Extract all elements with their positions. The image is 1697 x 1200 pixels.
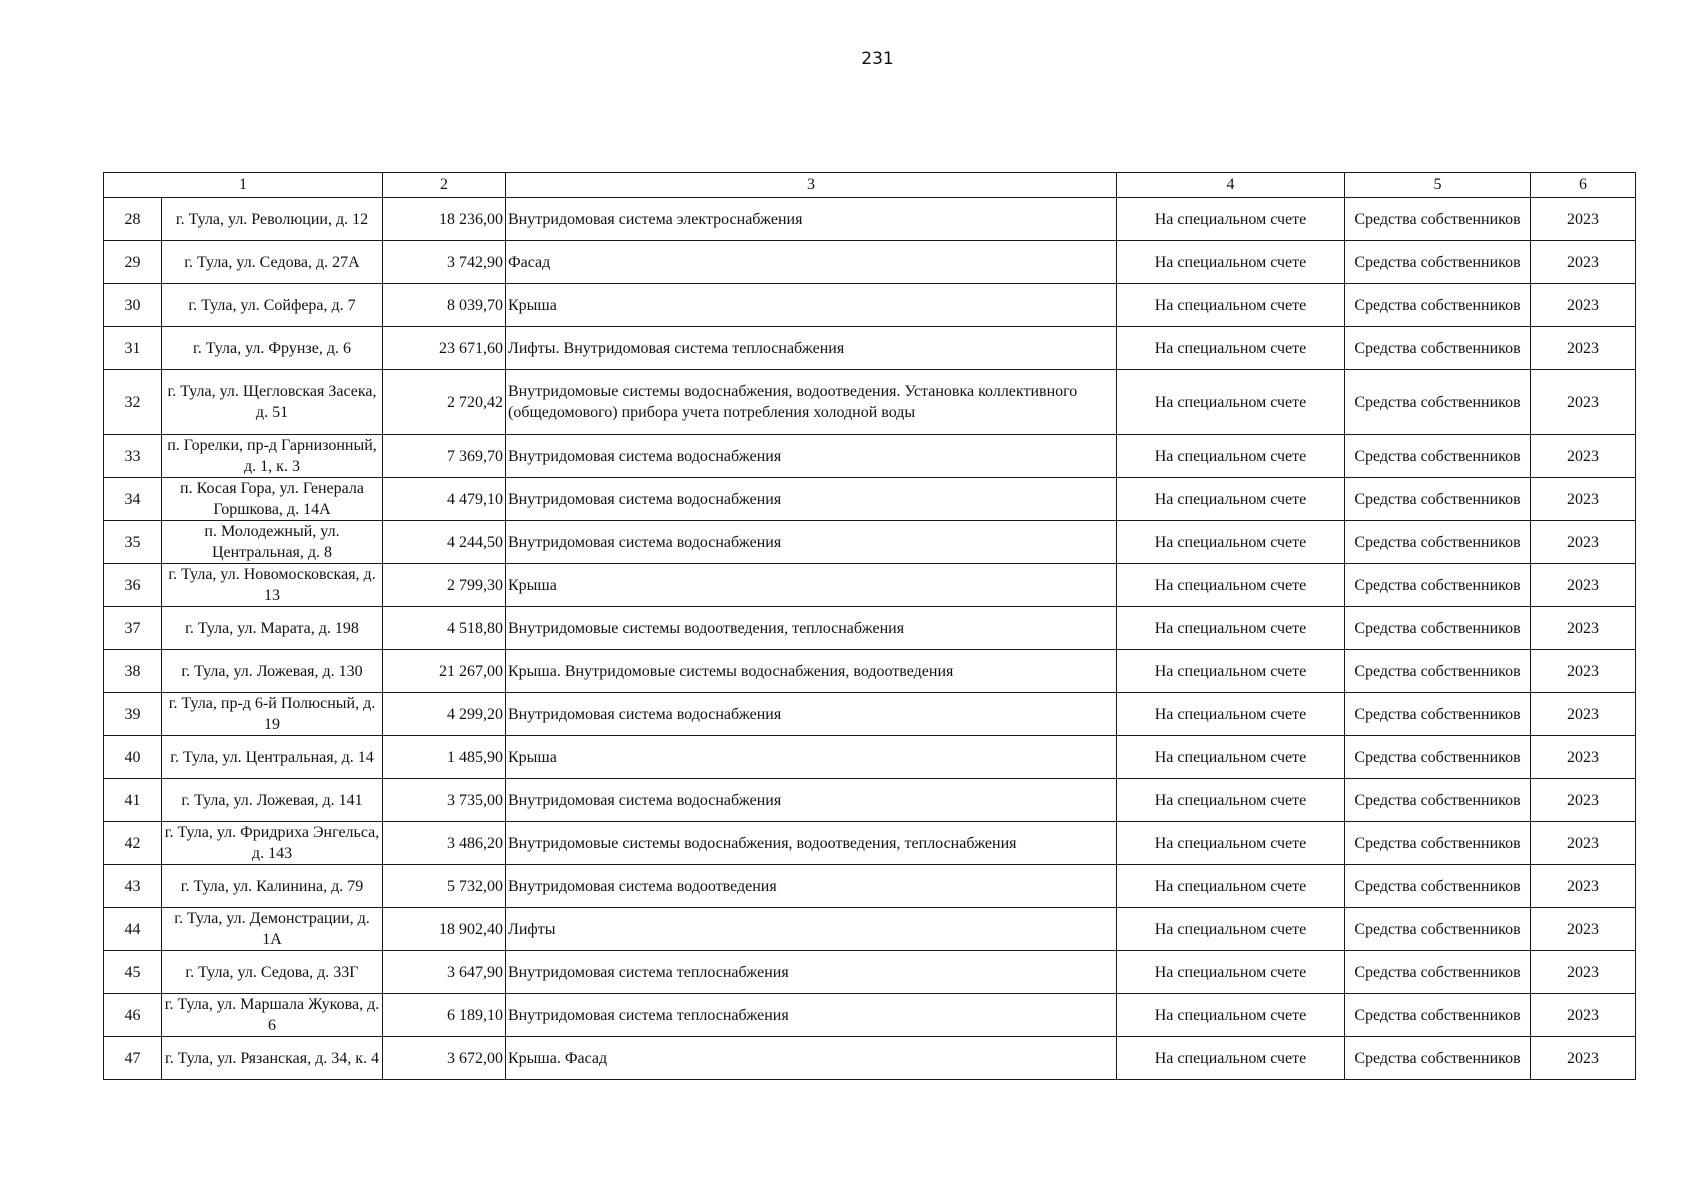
table-row	[104, 650, 1636, 693]
cost-cell: 2 720,42	[383, 370, 506, 435]
cost-cell: 4 479,10	[383, 478, 506, 521]
table-row	[104, 370, 1636, 435]
address-cell: г. Тула, ул. Марата, д. 198	[162, 607, 383, 650]
header-col-2: 2	[383, 173, 506, 198]
address-cell: г. Тула, ул. Сойфера, д. 7	[162, 284, 383, 327]
address-cell: г. Тула, ул. Демонстрации, д. 1А	[162, 908, 383, 951]
work-type-cell: Крыша	[506, 564, 1117, 607]
funding-source-cell: Средства собственников	[1345, 779, 1531, 822]
cost-cell: 5 732,00	[383, 865, 506, 908]
cost-cell: 3 486,20	[383, 822, 506, 865]
year-cell: 2023	[1531, 478, 1636, 521]
work-type-cell: Внутридомовая система теплоснабжения	[506, 994, 1117, 1037]
cost-cell: 4 244,50	[383, 521, 506, 564]
table-row	[104, 241, 1636, 284]
row-number: 37	[104, 607, 162, 650]
account-method-cell: На специальном счете	[1117, 198, 1345, 241]
table-row	[104, 951, 1636, 994]
funding-source-cell: Средства собственников	[1345, 327, 1531, 370]
funding-source-cell: Средства собственников	[1345, 284, 1531, 327]
work-type-cell: Лифты	[506, 908, 1117, 951]
year-cell: 2023	[1531, 779, 1636, 822]
table-row	[104, 478, 1636, 521]
work-type-cell: Фасад	[506, 241, 1117, 284]
account-method-cell: На специальном счете	[1117, 327, 1345, 370]
row-number: 36	[104, 564, 162, 607]
document-table-container	[103, 172, 1636, 1080]
table-row	[104, 607, 1636, 650]
table-row	[104, 994, 1636, 1037]
table-row	[104, 736, 1636, 779]
address-cell: г. Тула, ул. Калинина, д. 79	[162, 865, 383, 908]
row-number: 29	[104, 241, 162, 284]
funding-source-cell: Средства собственников	[1345, 607, 1531, 650]
cost-cell: 2 799,30	[383, 564, 506, 607]
year-cell: 2023	[1531, 198, 1636, 241]
work-type-cell: Внутридомовая система теплоснабжения	[506, 951, 1117, 994]
cost-cell: 1 485,90	[383, 736, 506, 779]
year-cell: 2023	[1531, 284, 1636, 327]
address-cell: г. Тула, ул. Новомосковская, д. 13	[162, 564, 383, 607]
funding-source-cell: Средства собственников	[1345, 198, 1531, 241]
address-cell: г. Тула, ул. Седова, д. 33Г	[162, 951, 383, 994]
funding-source-cell: Средства собственников	[1345, 564, 1531, 607]
row-number: 31	[104, 327, 162, 370]
work-type-cell: Внутридомовая система водоснабжения	[506, 521, 1117, 564]
header-col-6: 6	[1531, 173, 1636, 198]
year-cell: 2023	[1531, 327, 1636, 370]
cost-cell: 3 647,90	[383, 951, 506, 994]
repair-program-table	[103, 172, 1636, 1080]
table-row	[104, 693, 1636, 736]
work-type-cell: Внутридомовые системы водоснабжения, водоотведения. Установка коллективного (общедомового) прибора учета потребления холодной воды	[506, 370, 1117, 435]
work-type-cell: Крыша	[506, 736, 1117, 779]
year-cell: 2023	[1531, 736, 1636, 779]
work-type-cell: Внутридомовая система водоснабжения	[506, 478, 1117, 521]
row-number: 34	[104, 478, 162, 521]
year-cell: 2023	[1531, 994, 1636, 1037]
account-method-cell: На специальном счете	[1117, 736, 1345, 779]
account-method-cell: На специальном счете	[1117, 865, 1345, 908]
account-method-cell: На специальном счете	[1117, 951, 1345, 994]
account-method-cell: На специальном счете	[1117, 564, 1345, 607]
header-col-5: 5	[1345, 173, 1531, 198]
funding-source-cell: Средства собственников	[1345, 693, 1531, 736]
year-cell: 2023	[1531, 564, 1636, 607]
table-body	[104, 198, 1636, 1080]
year-cell: 2023	[1531, 607, 1636, 650]
cost-cell: 4 518,80	[383, 607, 506, 650]
table-row	[104, 865, 1636, 908]
cost-cell: 23 671,60	[383, 327, 506, 370]
funding-source-cell: Средства собственников	[1345, 865, 1531, 908]
header-col-4: 4	[1117, 173, 1345, 198]
funding-source-cell: Средства собственников	[1345, 908, 1531, 951]
table-row	[104, 1037, 1636, 1080]
funding-source-cell: Средства собственников	[1345, 521, 1531, 564]
year-cell: 2023	[1531, 822, 1636, 865]
address-cell: г. Тула, ул. Центральная, д. 14	[162, 736, 383, 779]
year-cell: 2023	[1531, 435, 1636, 478]
address-cell: г. Тула, ул. Ложевая, д. 130	[162, 650, 383, 693]
row-number: 46	[104, 994, 162, 1037]
table-row	[104, 327, 1636, 370]
header-col-1: 1	[104, 173, 383, 198]
row-number: 42	[104, 822, 162, 865]
cost-cell: 18 902,40	[383, 908, 506, 951]
account-method-cell: На специальном счете	[1117, 1037, 1345, 1080]
row-number: 39	[104, 693, 162, 736]
address-cell: г. Тула, ул. Ложевая, д. 141	[162, 779, 383, 822]
table-row	[104, 198, 1636, 241]
account-method-cell: На специальном счете	[1117, 521, 1345, 564]
row-number: 45	[104, 951, 162, 994]
account-method-cell: На специальном счете	[1117, 478, 1345, 521]
work-type-cell: Внутридомовая система водоснабжения	[506, 435, 1117, 478]
row-number: 33	[104, 435, 162, 478]
funding-source-cell: Средства собственников	[1345, 1037, 1531, 1080]
header-col-3: 3	[506, 173, 1117, 198]
account-method-cell: На специальном счете	[1117, 779, 1345, 822]
funding-source-cell: Средства собственников	[1345, 822, 1531, 865]
table-row	[104, 521, 1636, 564]
work-type-cell: Крыша. Внутридомовые системы водоснабжения, водоотведения	[506, 650, 1117, 693]
account-method-cell: На специальном счете	[1117, 370, 1345, 435]
funding-source-cell: Средства собственников	[1345, 370, 1531, 435]
row-number: 35	[104, 521, 162, 564]
address-cell: г. Тула, ул. Маршала Жукова, д. 6	[162, 994, 383, 1037]
row-number: 28	[104, 198, 162, 241]
funding-source-cell: Средства собственников	[1345, 241, 1531, 284]
account-method-cell: На специальном счете	[1117, 650, 1345, 693]
cost-cell: 7 369,70	[383, 435, 506, 478]
work-type-cell: Крыша	[506, 284, 1117, 327]
row-number: 38	[104, 650, 162, 693]
year-cell: 2023	[1531, 650, 1636, 693]
address-cell: г. Тула, ул. Седова, д. 27А	[162, 241, 383, 284]
account-method-cell: На специальном счете	[1117, 908, 1345, 951]
account-method-cell: На специальном счете	[1117, 607, 1345, 650]
funding-source-cell: Средства собственников	[1345, 951, 1531, 994]
address-cell: п. Молодежный, ул. Центральная, д. 8	[162, 521, 383, 564]
row-number: 47	[104, 1037, 162, 1080]
table-header	[104, 173, 1636, 198]
account-method-cell: На специальном счете	[1117, 435, 1345, 478]
table-row	[104, 779, 1636, 822]
address-cell: п. Косая Гора, ул. Генерала Горшкова, д. 14А	[162, 478, 383, 521]
account-method-cell: На специальном счете	[1117, 693, 1345, 736]
work-type-cell: Крыша. Фасад	[506, 1037, 1117, 1080]
year-cell: 2023	[1531, 865, 1636, 908]
cost-cell: 21 267,00	[383, 650, 506, 693]
year-cell: 2023	[1531, 521, 1636, 564]
funding-source-cell: Средства собственников	[1345, 435, 1531, 478]
work-type-cell: Внутридомовая система водоснабжения	[506, 779, 1117, 822]
funding-source-cell: Средства собственников	[1345, 650, 1531, 693]
work-type-cell: Лифты. Внутридомовая система теплоснабжения	[506, 327, 1117, 370]
address-cell: г. Тула, ул. Щегловская Засека, д. 51	[162, 370, 383, 435]
year-cell: 2023	[1531, 951, 1636, 994]
address-cell: п. Горелки, пр-д Гарнизонный, д. 1, к. 3	[162, 435, 383, 478]
work-type-cell: Внутридомовая система водоотведения	[506, 865, 1117, 908]
row-number: 43	[104, 865, 162, 908]
work-type-cell: Внутридомовая система электроснабжения	[506, 198, 1117, 241]
page-number: 231	[861, 49, 894, 69]
cost-cell: 3 742,90	[383, 241, 506, 284]
work-type-cell: Внутридомовые системы водоснабжения, водоотведения, теплоснабжения	[506, 822, 1117, 865]
address-cell: г. Тула, ул. Фрунзе, д. 6	[162, 327, 383, 370]
table-row	[104, 908, 1636, 951]
funding-source-cell: Средства собственников	[1345, 994, 1531, 1037]
funding-source-cell: Средства собственников	[1345, 736, 1531, 779]
table-row	[104, 822, 1636, 865]
work-type-cell: Внутридомовые системы водоотведения, теплоснабжения	[506, 607, 1117, 650]
address-cell: г. Тула, ул. Революции, д. 12	[162, 198, 383, 241]
cost-cell: 8 039,70	[383, 284, 506, 327]
table-row	[104, 284, 1636, 327]
cost-cell: 18 236,00	[383, 198, 506, 241]
row-number: 30	[104, 284, 162, 327]
row-number: 44	[104, 908, 162, 951]
address-cell: г. Тула, пр-д 6-й Полюсный, д. 19	[162, 693, 383, 736]
account-method-cell: На специальном счете	[1117, 284, 1345, 327]
cost-cell: 4 299,20	[383, 693, 506, 736]
table-row	[104, 564, 1636, 607]
funding-source-cell: Средства собственников	[1345, 478, 1531, 521]
header-row	[104, 173, 1636, 198]
address-cell: г. Тула, ул. Фридриха Энгельса, д. 143	[162, 822, 383, 865]
work-type-cell: Внутридомовая система водоснабжения	[506, 693, 1117, 736]
account-method-cell: На специальном счете	[1117, 241, 1345, 284]
account-method-cell: На специальном счете	[1117, 994, 1345, 1037]
account-method-cell: На специальном счете	[1117, 822, 1345, 865]
cost-cell: 3 735,00	[383, 779, 506, 822]
cost-cell: 3 672,00	[383, 1037, 506, 1080]
table-row	[104, 435, 1636, 478]
row-number: 41	[104, 779, 162, 822]
address-cell: г. Тула, ул. Рязанская, д. 34, к. 4	[162, 1037, 383, 1080]
row-number: 40	[104, 736, 162, 779]
year-cell: 2023	[1531, 908, 1636, 951]
year-cell: 2023	[1531, 693, 1636, 736]
year-cell: 2023	[1531, 1037, 1636, 1080]
year-cell: 2023	[1531, 241, 1636, 284]
row-number: 32	[104, 370, 162, 435]
cost-cell: 6 189,10	[383, 994, 506, 1037]
year-cell: 2023	[1531, 370, 1636, 435]
